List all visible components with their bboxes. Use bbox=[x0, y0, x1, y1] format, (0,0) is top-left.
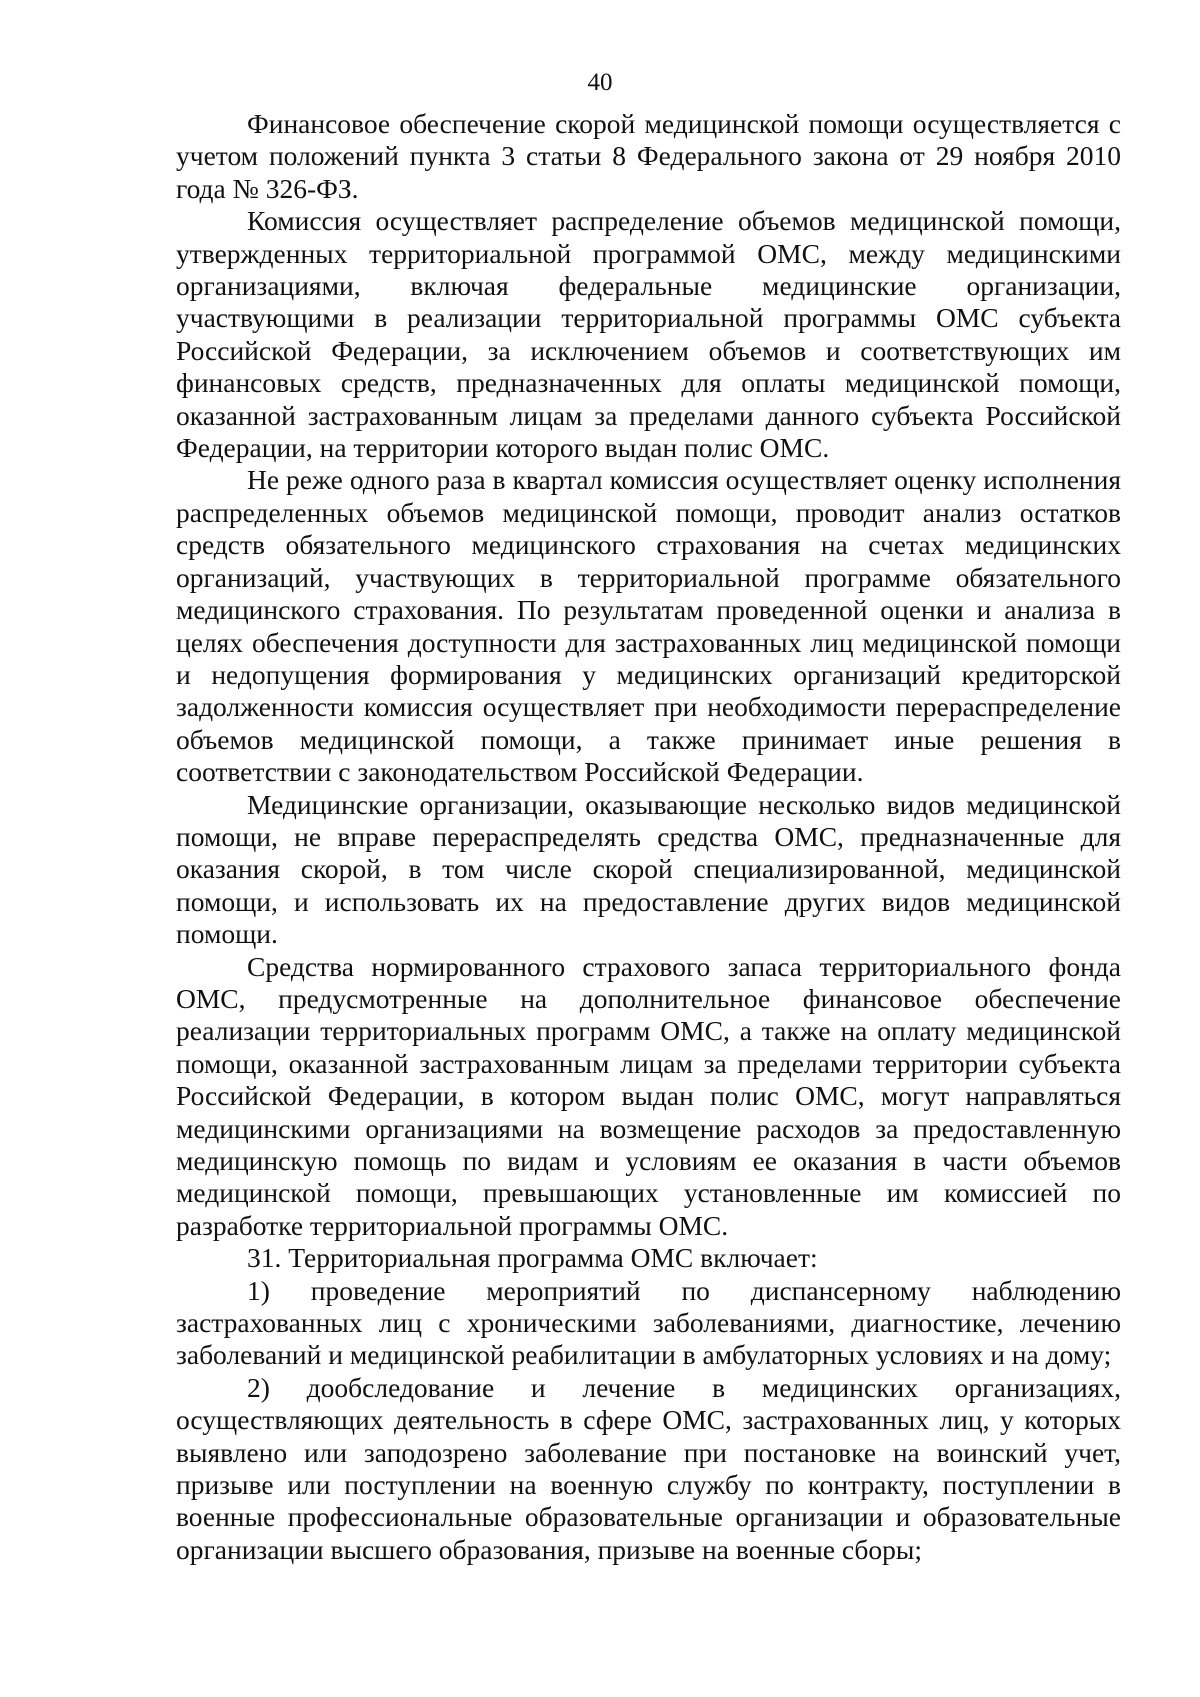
paragraph-quarterly-assessment: Не реже одного раза в квартал комиссия осуществляет оценку исполнения распределенных объемов медицинской помощи, проводит анализ остатков средств обязательного медицинского страхования на счетах медицинских организаций, участвующих в территориальной программе обязательного медицинского страхования. По результатам проведенной оценки и анализа в целях обеспечения доступности для застрахованных лиц медицинской помощи и недопущения формирования у медицинских организаций кредиторской задолженности комиссия осуществляет при необходимости перераспределение объемов медицинской помощи, а также принимает иные решения в соответствии с законодательством Российской Федерации. bbox=[176, 464, 1121, 788]
paragraph-item-31-heading: 31. Территориальная программа ОМС включает: bbox=[247, 1242, 818, 1274]
paragraph-financing-ambulance: Финансовое обеспечение скорой медицинской помощи осуществляется с учетом положений пункта 3 статьи 8 Федерального закона от 29 ноября 2010 года № 326-ФЗ. bbox=[176, 108, 1121, 204]
document-body bbox=[176, 108, 1121, 1566]
paragraph-item-31-2: 2) дообследование и лечение в медицинских организациях, осуществляющих деятельность в сфере ОМС, застрахованных лиц, у которых выявлено или заподозрено заболевание при постановке на воинский учет, призыве или поступлении на военную службу по контракту, поступлении в военные профессиональные образовательные организации и образовательные организации высшего образования, призыве на военные сборы; bbox=[176, 1371, 1121, 1565]
paragraph-insurance-reserve: Средства нормированного страхового запаса территориального фонда ОМС, предусмотренные на дополнительное финансовое обеспечение реализации территориальных программ ОМС, а также на оплату медицинской помощи, оказанной застрахованным лицам за пределами территории субъекта Российской Федерации, в котором выдан полис ОМС, могут направляться медицинскими организациями на возмещение расходов за предоставленную медицинскую помощь по видам и условиям ее оказания в части объемов медицинской помощи, превышающих установленные им комиссией по разработке территориальной программы ОМС. bbox=[176, 950, 1121, 1241]
page-number: 40 bbox=[587, 69, 613, 96]
paragraph-commission-distribution: Комиссия осуществляет распределение объемов медицинской помощи, утвержденных территориальной программой ОМС, между медицинскими организациями, включая федеральные медицинские организации, участвующими в реализации территориальной программы ОМС субъекта Российской Федерации, за исключением объемов и соответствующих им финансовых средств, предназначенных для оплаты медицинской помощи, оказанной застрахованным лицам за пределами данного субъекта Российской Федерации, на территории которого выдан полис ОМС. bbox=[176, 205, 1121, 464]
paragraph-redistribution-restriction: Медицинские организации, оказывающие несколько видов медицинской помощи, не вправе перераспределять средства ОМС, предназначенные для оказания скорой, в том числе скорой специализированной, медицинской помощи, и использовать их на предоставление других видов медицинской помощи. bbox=[176, 788, 1121, 950]
paragraph-item-31-1: 1) проведение мероприятий по диспансерному наблюдению застрахованных лиц с хроническими заболеваниями, диагностике, лечению заболеваний и медицинской реабилитации в амбулаторных условиях и на дому; bbox=[176, 1274, 1121, 1371]
